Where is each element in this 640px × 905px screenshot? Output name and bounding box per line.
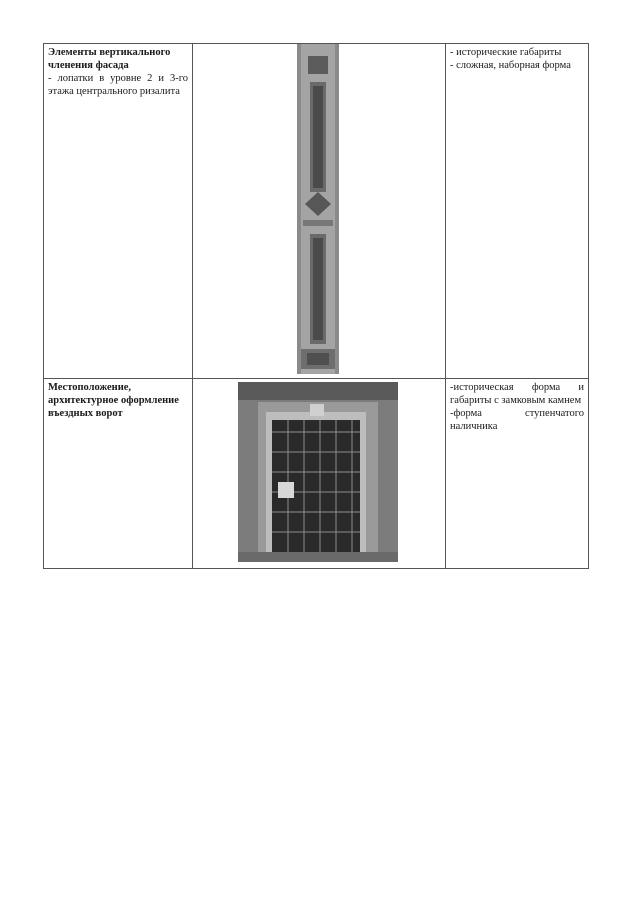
element-heading: Местоположение, архитектурное оформление въездных ворот [48, 382, 179, 419]
table-row [44, 379, 589, 569]
pilaster-photo [297, 44, 339, 374]
feature-item: - сложная, наборная форма [450, 60, 571, 71]
element-detail: - лопатки в уровне 2 и 3-го этажа центрального ризалита [48, 73, 188, 97]
features-cell [446, 44, 589, 379]
feature-item: -форма ступенчатого наличника [450, 408, 584, 432]
photo-cell [193, 379, 446, 569]
feature-item: - исторические габариты [450, 47, 562, 58]
features-cell [446, 379, 589, 569]
element-heading: Элементы вертикального членения фасада [48, 47, 171, 71]
photo-cell [193, 44, 446, 379]
table-row [44, 44, 589, 379]
gate-photo [238, 382, 398, 562]
protected-elements-table [43, 43, 589, 569]
feature-item: -историческая форма и габариты с замковым камнем [450, 382, 584, 406]
element-name-cell [44, 44, 193, 379]
element-name-cell [44, 379, 193, 569]
